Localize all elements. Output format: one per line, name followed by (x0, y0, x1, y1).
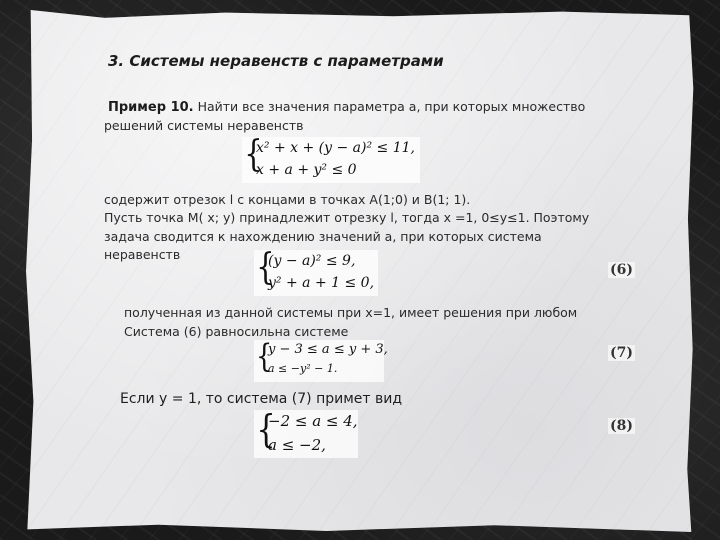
system8-line1: −2 ≤ a ≤ 4, (268, 412, 358, 430)
para2-line1: полученная из данной системы при х=1, имеет решения при любом (124, 305, 578, 320)
inequality-system-1 (242, 134, 420, 183)
equation-number-8: (8) (610, 418, 633, 434)
system1-line1: x² + x + (y − a)² ≤ 11, (256, 140, 415, 156)
example-intro-text: Найти все значения параметра a, при которых множество (193, 99, 586, 114)
equation-number-7: (7) (610, 345, 633, 361)
example-intro-line1 (108, 98, 585, 116)
brace-icon: { (256, 247, 275, 288)
para1-line3: задача сводится к нахождению значений а, при которых система (104, 229, 542, 244)
system8-line2: a ≤ −2, (268, 436, 326, 454)
system7-line2: a ≤ −y² − 1. (268, 362, 338, 375)
system1-line2: x + a + y² ≤ 0 (256, 162, 357, 178)
para1-line1: содержит отрезок l с концами в точках А(1;0) и В(1; 1). (104, 192, 471, 207)
para2-line2: Система (6) равносильна системе (124, 324, 349, 339)
section-heading: 3. Системы неравенств с параметрами (108, 52, 444, 70)
equation-number-6: (6) (610, 262, 633, 278)
system6-line1: (y − a)² ≤ 9, (268, 253, 356, 269)
brace-icon: { (256, 337, 273, 375)
brace-icon: { (244, 134, 263, 175)
caption-text: Если y = 1, то система (7) примет вид (120, 391, 403, 407)
system6-line2: y² + a + 1 ≤ 0, (268, 275, 375, 291)
para1-line2: Пусть точка М( x; y) принадлежит отрезку l, тогда х =1, 0≤y≤1. Поэтому (104, 210, 590, 225)
example-intro-line2: решений системы неравенств (104, 118, 304, 133)
brace-icon: { (256, 407, 276, 451)
inequality-system-6 (254, 247, 378, 296)
para1-line4: неравенств (104, 247, 181, 262)
inequality-system-8 (254, 407, 358, 458)
inequality-system-7 (254, 337, 388, 382)
system7-line1: y − 3 ≤ a ≤ y + 3, (268, 342, 388, 357)
example-label: Пример 10. (108, 100, 194, 115)
